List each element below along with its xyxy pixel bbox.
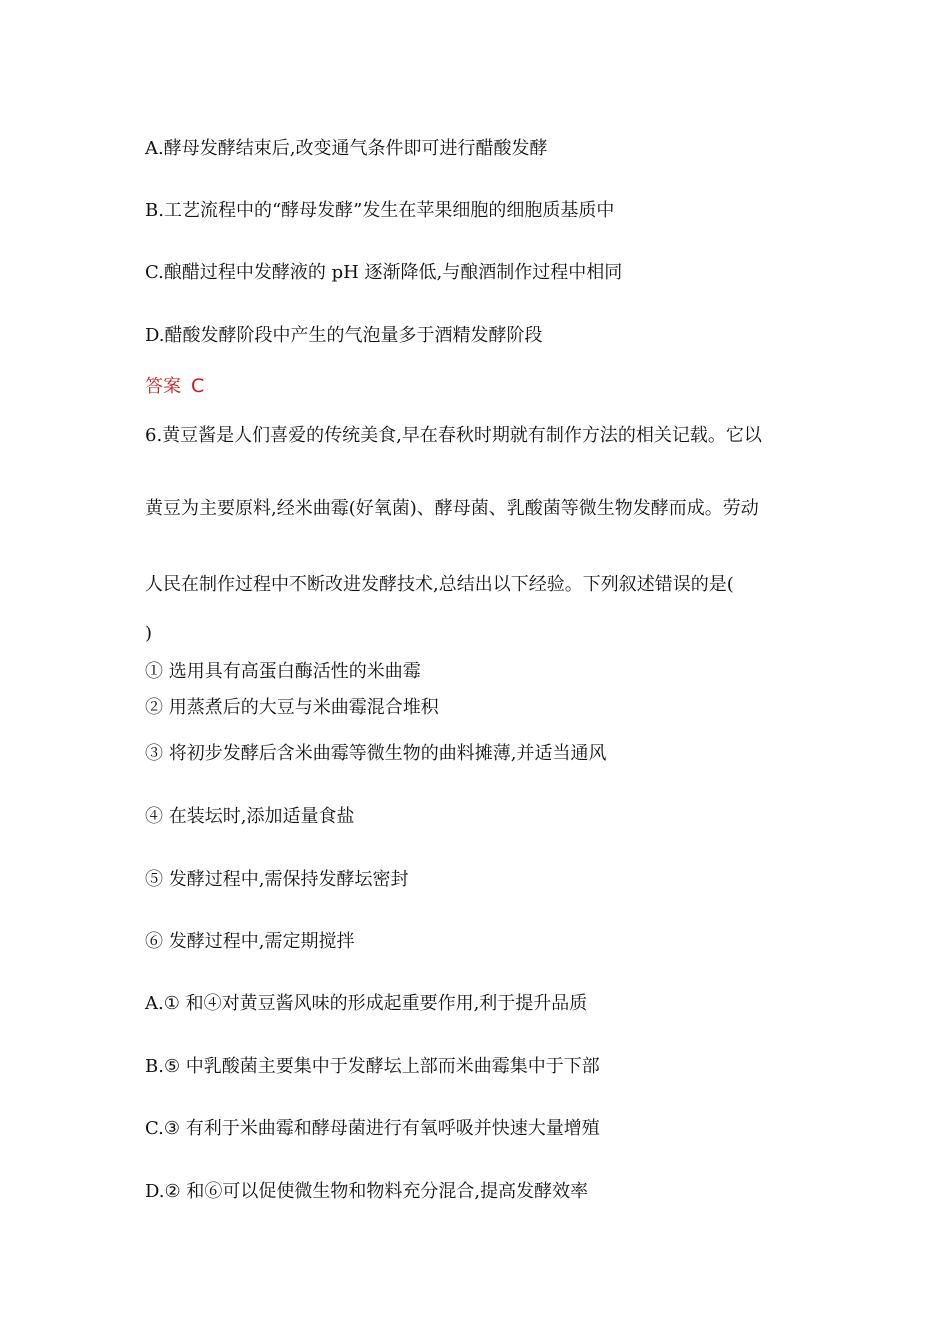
q6-statement-1: ① 选用具有高蛋白酶活性的米曲霉 <box>145 661 421 682</box>
q6-statement-4: ④ 在装坛时,添加适量食盐 <box>145 806 355 827</box>
q5-option-a: A.酵母发酵结束后,改变通气条件即可进行醋酸发酵 <box>145 138 548 159</box>
q6-stem-line-1: 6.黄豆酱是人们喜爱的传统美食,早在春秋时期就有制作方法的相关记载。它以 <box>145 425 762 446</box>
q6-statement-5: ⑤ 发酵过程中,需保持发酵坛密封 <box>145 869 409 890</box>
q5-option-b: B.工艺流程中的“酵母发酵”发生在苹果细胞的细胞质基质中 <box>145 200 615 221</box>
q6-option-d: D.② 和⑥可以促使微生物和物料充分混合,提高发酵效率 <box>145 1181 589 1202</box>
q6-stem-line-2: 黄豆为主要原料,经米曲霉(好氧菌)、酵母菌、乳酸菌等微生物发酵而成。劳动 <box>145 498 759 519</box>
q6-option-a: A.① 和④对黄豆酱风味的形成起重要作用,利于提升品质 <box>145 993 588 1014</box>
q5-option-d: D.醋酸发酵阶段中产生的气泡量多于酒精发酵阶段 <box>145 325 543 346</box>
q6-statement-2: ② 用蒸煮后的大豆与米曲霉混合堆积 <box>145 697 439 718</box>
q5-answer <box>145 374 204 399</box>
answer-value: C <box>191 375 205 397</box>
q5-option-c: C.酿醋过程中发酵液的 pH 逐渐降低,与酿酒制作过程中相同 <box>145 262 623 283</box>
q6-option-b: B.⑤ 中乳酸菌主要集中于发酵坛上部而米曲霉集中于下部 <box>145 1056 600 1077</box>
q6-option-c: C.③ 有利于米曲霉和酵母菌进行有氧呼吸并快速大量增殖 <box>145 1118 600 1139</box>
q6-statement-3: ③ 将初步发酵后含米曲霉等微生物的曲料摊薄,并适当通风 <box>145 743 607 764</box>
q6-statement-6: ⑥ 发酵过程中,需定期搅拌 <box>145 931 355 952</box>
q6-stem-line-3: 人民在制作过程中不断改进发酵技术,总结出以下经验。下列叙述错误的是( <box>145 574 734 595</box>
q6-stem-line-4: ) <box>145 623 153 644</box>
answer-label: 答案 <box>145 376 181 397</box>
